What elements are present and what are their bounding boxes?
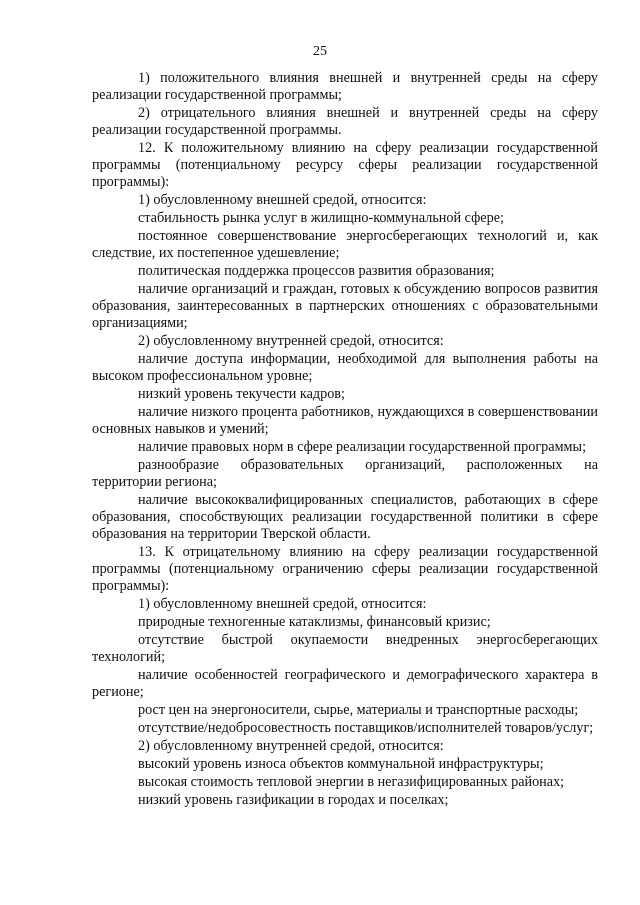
paragraph: наличие высококвалифицированных специалистов, работающих в сфере образования, способствующих реализации государственной политики в сфере образования на территории Тверской области.	[92, 492, 598, 542]
paragraph: высокий уровень износа объектов коммунальной инфраструктуры;	[138, 756, 544, 772]
paragraph: 1) обусловленному внешней средой, относится:	[138, 596, 427, 612]
paragraph: рост цен на энергоносители, сырье, материалы и транспортные расходы;	[138, 702, 579, 718]
paragraph: постоянное совершенствование энергосберегающих технологий и, как следствие, их постепенное удешевление;	[92, 228, 598, 261]
paragraph: стабильность рынка услуг в жилищно-коммунальной сфере;	[138, 210, 504, 226]
paragraph: наличие низкого процента работников, нуждающихся в совершенствовании основных навыков и умений;	[92, 404, 598, 437]
paragraph: 13. К отрицательному влиянию на сферу реализации государственной программы (потенциальному ограничению сферы реализации государственной программы):	[92, 544, 598, 594]
paragraph: наличие доступа информации, необходимой для выполнения работы на высоком профессиональном уровне;	[92, 351, 598, 384]
paragraph: высокая стоимость тепловой энергии в негазифицированных районах;	[138, 774, 565, 790]
paragraph: отсутствие/недобросовестность поставщиков/исполнителей товаров/услуг;	[138, 720, 594, 736]
paragraph: низкий уровень газификации в городах и поселках;	[138, 792, 449, 808]
paragraph: разнообразие образовательных организаций, расположенных на территории региона;	[92, 457, 598, 490]
paragraph: 1) положительного влияния внешней и внутренней среды на сферу реализации государственной программы;	[92, 70, 598, 103]
paragraph: 12. К положительному влиянию на сферу реализации государственной программы (потенциальному ресурсу сферы реализации государственной программы):	[92, 140, 598, 190]
paragraph: наличие правовых норм в сфере реализации государственной программы;	[138, 439, 587, 455]
paragraph: отсутствие быстрой окупаемости внедренных энергосберегающих технологий;	[92, 632, 598, 665]
document-body	[92, 70, 598, 810]
page-number: 25	[313, 44, 327, 59]
paragraph: наличие особенностей географического и демографического характера в регионе;	[92, 667, 598, 700]
paragraph: политическая поддержка процессов развития образования;	[138, 263, 495, 279]
paragraph: 2) обусловленному внутренней средой, относится:	[138, 738, 444, 754]
paragraph: 1) обусловленному внешней средой, относится:	[138, 192, 427, 208]
paragraph: 2) обусловленному внутренней средой, относится:	[138, 333, 444, 349]
paragraph: наличие организаций и граждан, готовых к обсуждению вопросов развития образования, заинтересованных в партнерских отношениях с образовательными организациями;	[92, 281, 598, 331]
paragraph: 2) отрицательного влияния внешней и внутренней среды на сферу реализации государственной программы.	[92, 105, 598, 138]
paragraph: природные техногенные катаклизмы, финансовый кризис;	[138, 614, 491, 630]
paragraph: низкий уровень текучести кадров;	[138, 386, 345, 402]
